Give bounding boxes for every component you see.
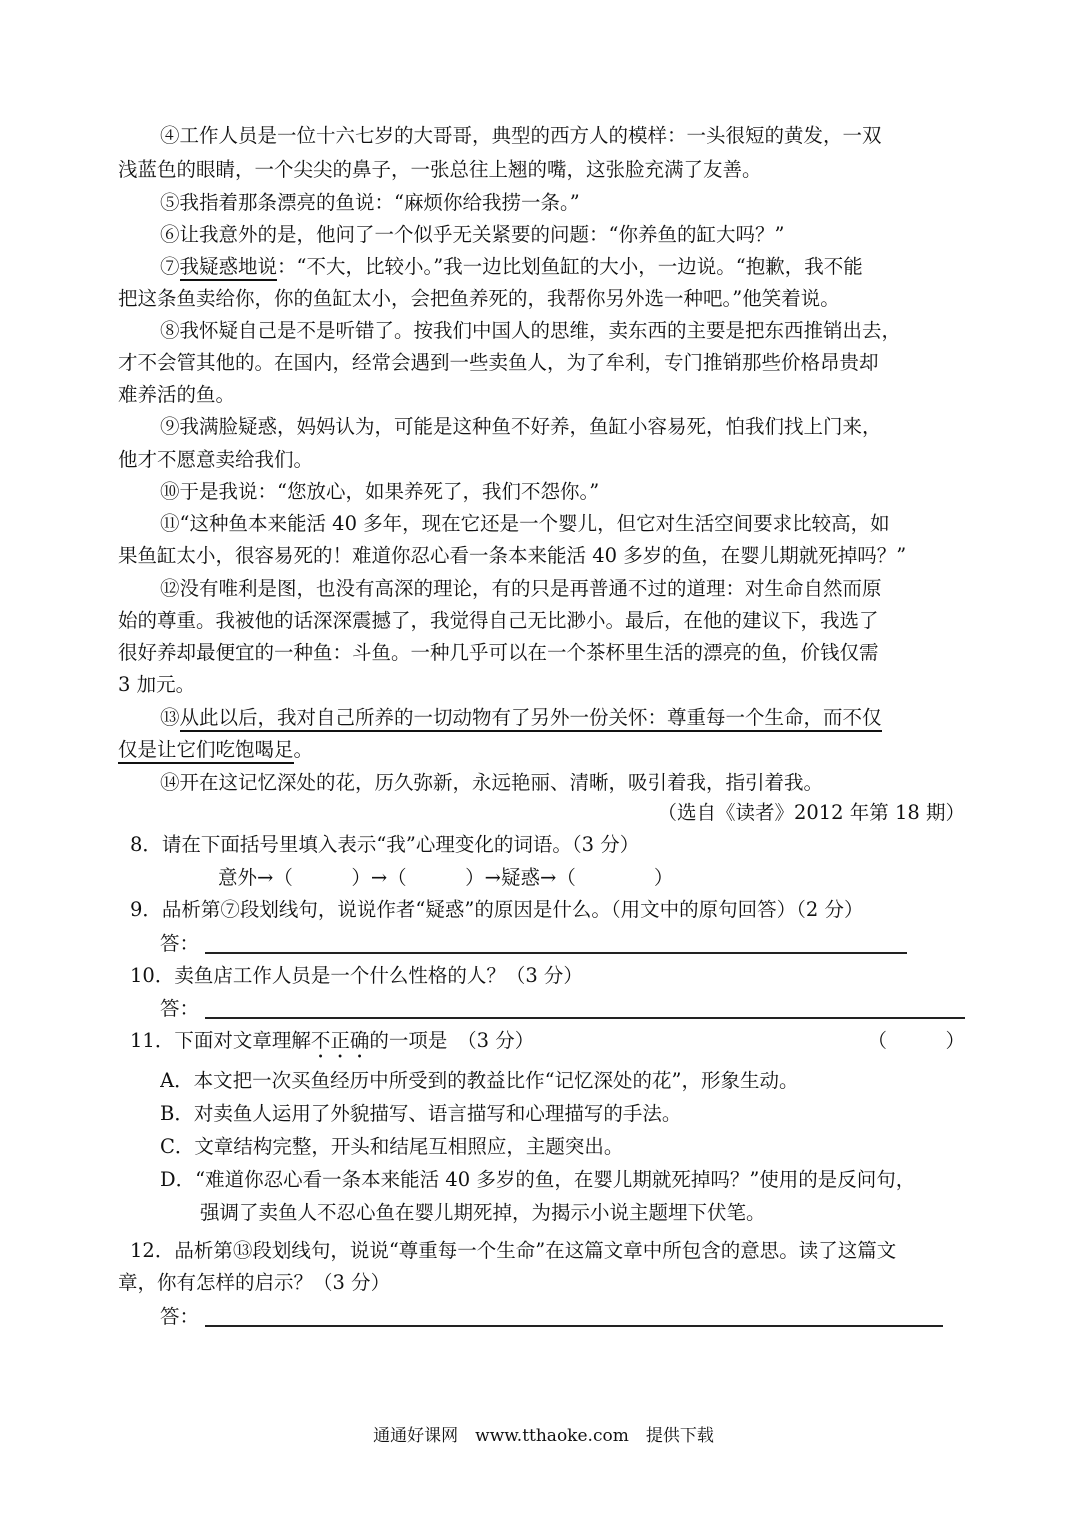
paragraph-13-number: ⑬ [160, 706, 180, 729]
paragraph-7-text: ：“不大，比较小。”我一边比划鱼缸的大小，一边说。“抱歉，我不能 [277, 255, 863, 278]
option-d-line-2: 强调了卖鱼人不忍心鱼在婴儿期死掉，为揭示小说主题埋下伏笔。 [200, 1201, 766, 1224]
question-12-line-2: 章，你有怎样的启示？（3 分） [118, 1271, 391, 1294]
question-11-emphasis: 不正确 [310, 1029, 370, 1052]
underlined-sentence-p13: 从此以后，我对自己所养的一切动物有了另外一份关怀：尊重每一个生命，而不仅 [180, 706, 882, 732]
answer-line-q9[interactable] [205, 952, 907, 954]
source-citation: （选自《读者》2012 年第 18 期） [657, 801, 965, 824]
paragraph-13-end: 。 [293, 738, 314, 761]
option-d-line-1: D．“难道你忍心看一条本来能活 40 多岁的鱼，在婴儿期就死掉吗？”使用的是反问句， [160, 1168, 916, 1191]
question-11-suffix: 的一项是 （3 分） [369, 1029, 535, 1052]
paragraph-7-line-2: 把这条鱼卖给你，你的鱼缸太小，会把鱼养死的，我帮你另外选一种吧。”他笑着说。 [118, 287, 840, 310]
paragraph-10: ⑩于是我说：“您放心，如果养死了，我们不怨你。” [160, 480, 600, 503]
paragraph-13-line-1 [160, 702, 970, 734]
answer-label-q12: 答： [160, 1305, 200, 1328]
question-10: 10．卖鱼店工作人员是一个什么性格的人？（3 分） [130, 964, 583, 987]
question-8: 8．请在下面括号里填入表示“我”心理变化的词语。（3 分） [130, 833, 640, 856]
question-9: 9．品析第⑦段划线句，说说作者“疑惑”的原因是什么。（用文中的原句回答）（2 分） [130, 898, 864, 921]
paragraph-9-line-2: 他才不愿意卖给我们。 [118, 448, 314, 471]
paragraph-12-line-2: 始的尊重。我被他的话深深震撼了，我觉得自己无比渺小。最后，在他的建议下，我选了 [118, 609, 879, 632]
underlined-sentence-p7: 我疑惑地说 [180, 255, 278, 281]
paragraph-4-line-1: ④工作人员是一位十六七岁的大哥哥，典型的西方人的模样：一头很短的黄发，一双 [160, 124, 882, 147]
option-b: B．对卖鱼人运用了外貌描写、语言描写和心理描写的手法。 [160, 1102, 682, 1125]
question-8-fill-blanks[interactable]: 意外→（ ）→（ ）→疑惑→（ ） [218, 866, 674, 889]
question-11-answer-paren[interactable]: （ ） [867, 1029, 965, 1052]
paragraph-5: ⑤我指着那条漂亮的鱼说：“麻烦你给我捞一条。” [160, 191, 580, 214]
page-footer: 通通好课网 www.tthaoke.com 提供下载 [373, 1426, 714, 1446]
paragraph-6: ⑥让我意外的是，他问了一个似乎无关紧要的问题：“你养鱼的缸大吗？” [160, 223, 785, 246]
paragraph-11-line-1: ⑪“这种鱼本来能活 40 多年，现在它还是一个婴儿，但它对生活空间要求比较高，如 [160, 512, 890, 535]
paragraph-7-line-1 [160, 251, 970, 283]
question-11 [130, 1025, 970, 1063]
underlined-sentence-p13-cont: 仅是让它们吃饱喝足 [118, 738, 294, 764]
paragraph-13-line-2 [118, 734, 970, 766]
paragraph-4-line-2: 浅蓝色的眼睛，一个尖尖的鼻子，一张总往上翘的嘴，这张脸充满了友善。 [118, 158, 762, 181]
question-12-line-1: 12．品析第⑬段划线句，说说“尊重每一个生命”在这篇文章中所包含的意思。读了这篇文 [130, 1239, 897, 1262]
paragraph-12-line-3: 很好养却最便宜的一种鱼：斗鱼。一种几乎可以在一个茶杯里生活的漂亮的鱼，价钱仅需 [118, 641, 879, 664]
paragraph-12-line-1: ⑫没有唯利是图，也没有高深的理论，有的只是再普通不过的道理：对生命自然而原 [160, 577, 882, 600]
paragraph-14: ⑭开在这记忆深处的花，历久弥新，永远艳丽、清晰，吸引着我，指引着我。 [160, 771, 824, 794]
paragraph-12-line-4: 3 加元。 [118, 673, 196, 696]
paragraph-8-line-3: 难养活的鱼。 [118, 383, 236, 406]
paragraph-11-line-2: 果鱼缸太小，很容易死的！难道你忍心看一条本来能活 40 多岁的鱼，在婴儿期就死掉吗？” [118, 544, 907, 567]
answer-label-q10: 答： [160, 997, 200, 1020]
option-a: A．本文把一次买鱼经历中所受到的教益比作“记忆深处的花”，形象生动。 [160, 1069, 799, 1092]
answer-line-q10[interactable] [205, 1017, 965, 1019]
answer-label-q9: 答： [160, 932, 200, 955]
paragraph-8-line-1: ⑧我怀疑自己是不是听错了。按我们中国人的思维，卖东西的主要是把东西推销出去， [160, 319, 902, 342]
paragraph-7-number: ⑦ [160, 255, 180, 278]
paragraph-8-line-2: 才不会管其他的。在国内，经常会遇到一些卖鱼人，为了牟利，专门推销那些价格昂贵却 [118, 351, 879, 374]
question-11-prefix: 11．下面对文章理解 [130, 1029, 311, 1052]
paragraph-9-line-1: ⑨我满脸疑惑，妈妈认为，可能是这种鱼不好养，鱼缸小容易死，怕我们找上门来， [160, 415, 882, 438]
answer-line-q12[interactable] [205, 1325, 943, 1327]
option-c: C．文章结构完整，开头和结尾互相照应，主题突出。 [160, 1135, 624, 1158]
